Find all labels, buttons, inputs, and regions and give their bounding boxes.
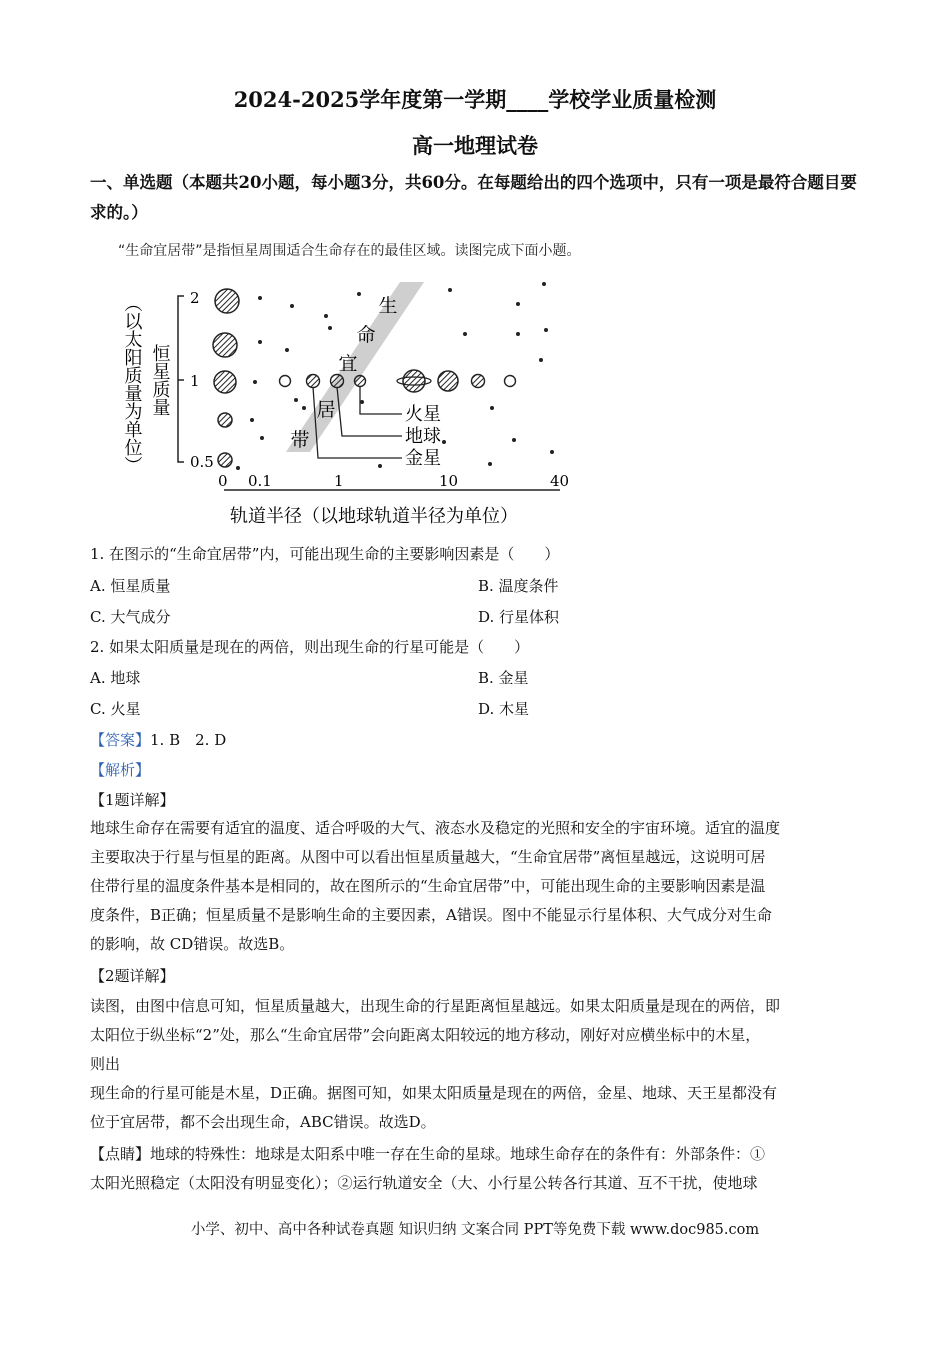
q1-option-b: B. 温度条件	[478, 577, 559, 595]
label-earth: 地球	[405, 426, 441, 447]
page-title: 2024-2025学年度第一学期____学校学业质量检测	[233, 87, 717, 112]
star-mass-0-5	[218, 453, 232, 467]
tip-line: 地球的特殊性：地球是太阳系中唯一存在生命的星球。地球生命存在的条件有：外部条件：①	[150, 1145, 766, 1163]
intro-text: “生命宜居带”是指恒星周围适合生命存在的最佳区域。读图完成下面小题。	[118, 243, 581, 259]
x-tick-0-1: 0.1	[248, 472, 272, 490]
mercury-planet	[280, 376, 291, 387]
detail-1-line: 的影响，故 CD错误。故选B。	[90, 935, 295, 953]
earth-planet	[331, 375, 344, 388]
band-char-1: 生	[378, 295, 398, 317]
label-mars: 火星	[405, 404, 441, 425]
saturn-planet	[438, 371, 458, 391]
star-mass-1-5	[213, 333, 237, 357]
detail-2-line: 位于宜居带，都不会出现生命，ABC错误。故选D。	[90, 1113, 436, 1131]
y-tick-2: 2	[190, 289, 200, 307]
q2-option-d: D. 木星	[478, 700, 530, 718]
x-tick-0: 0	[218, 472, 228, 490]
analysis-tag: 【解析】	[90, 761, 151, 779]
detail-2-body	[90, 992, 860, 1137]
section-heading: 一、单选题（本题共20小题，每小题3分，共60分。在每题给出的四个选项中，只有一项是最符合题目要求的。）	[90, 173, 857, 222]
detail-1-line: 度条件，B正确；恒星质量不是影响生命的主要因素，A错误。图中不能显示行星体积、大气成分对生命	[90, 906, 772, 924]
detail-1-body	[90, 814, 860, 959]
answer-tag: 【答案】	[90, 731, 151, 749]
band-char-4: 居	[316, 399, 336, 421]
mars-planet	[355, 376, 366, 387]
answer-text: 1. B 2. D	[150, 731, 227, 749]
x-axis-label: 轨道半径（以地球轨道半径为单位）	[230, 506, 518, 527]
q1-option-c: C. 大气成分	[90, 608, 171, 626]
q1-option-a: A. 恒星质量	[90, 577, 171, 595]
x-tick-10: 10	[439, 472, 459, 490]
y-axis-label: 恒星质量	[149, 344, 171, 416]
band-char-2: 命	[356, 324, 376, 346]
detail-1-tag: 【1题详解】	[90, 791, 175, 809]
q1-option-d: D. 行星体积	[478, 608, 560, 626]
page-subtitle: 高一地理试卷	[412, 133, 538, 158]
tip-line: 太阳光照稳定（太阳没有明显变化）；②运行轨道安全（大、小行星公转各行其道、互不干扰，使地球	[90, 1174, 758, 1192]
x-tick-1: 1	[334, 472, 344, 490]
detail-1-line: 住带行星的温度条件基本是相同的，故在图所示的“生命宜居带”中，可能出现生命的主要影响因素是温	[90, 877, 766, 895]
q2-option-a: A. 地球	[90, 669, 141, 687]
detail-2-tag: 【2题详解】	[90, 967, 175, 985]
band-char-5: 带	[290, 429, 310, 451]
y-tick-1: 1	[190, 372, 200, 390]
neptune-planet	[505, 376, 516, 387]
star-mass-2	[215, 289, 239, 313]
detail-2-line: 现生命的行星可能是木星，D正确。据图可知，如果太阳质量是现在的两倍，金星、地球、天王星都没有	[90, 1084, 778, 1102]
tip-tag: 【点睛】	[90, 1145, 151, 1163]
detail-2-line: 太阳位于纵坐标“2”处，那么“生命宜居带”会向距离太阳较远的地方移动，刚好对应横坐标中的木星，	[90, 1026, 761, 1044]
q2-option-c: C. 火星	[90, 700, 141, 718]
venus-planet	[307, 375, 320, 388]
detail-1-line: 地球生命存在需要有适宜的温度、适合呼吸的大气、液态水及稳定的光照和安全的宇宙环境。适宜的温度	[90, 819, 781, 837]
x-tick-40: 40	[550, 472, 570, 490]
detail-2-line: 读图，由图中信息可知，恒星质量越大，出现生命的行星距离恒星越远。如果太阳质量是现在的两倍，即	[90, 997, 781, 1015]
uranus-planet	[472, 375, 485, 388]
answer-line	[90, 729, 226, 750]
y-tick-0-5: 0.5	[190, 453, 214, 471]
tip-body	[90, 1140, 860, 1198]
q2-option-b: B. 金星	[478, 669, 529, 687]
star-mass-0-7	[218, 413, 232, 427]
question-2-stem: 2. 如果太阳质量是现在的两倍，则出现生命的行星可能是（ ）	[90, 638, 530, 656]
habitable-zone-figure	[112, 274, 592, 536]
detail-1-line: 主要取决于行星与恒星的距离。从图中可以看出恒星质量越大，“生命宜居带”离恒星越远，这说明可居	[90, 848, 766, 866]
sun-star	[214, 371, 236, 393]
detail-2-line: 则出	[90, 1055, 121, 1073]
label-venus: 金星	[405, 448, 441, 469]
jupiter-planet	[403, 370, 425, 392]
question-1-stem: 1. 在图示的“生命宜居带”内，可能出现生命的主要影响因素是（ ）	[90, 545, 560, 563]
band-char-3: 宜	[338, 353, 358, 375]
y-axis-unit: （以太阳质量为单位）	[121, 294, 143, 474]
page-footer: 小学、初中、高中各种试卷真题 知识归纳 文案合同 PPT等免费下载 www.doc985.com	[190, 1222, 760, 1238]
